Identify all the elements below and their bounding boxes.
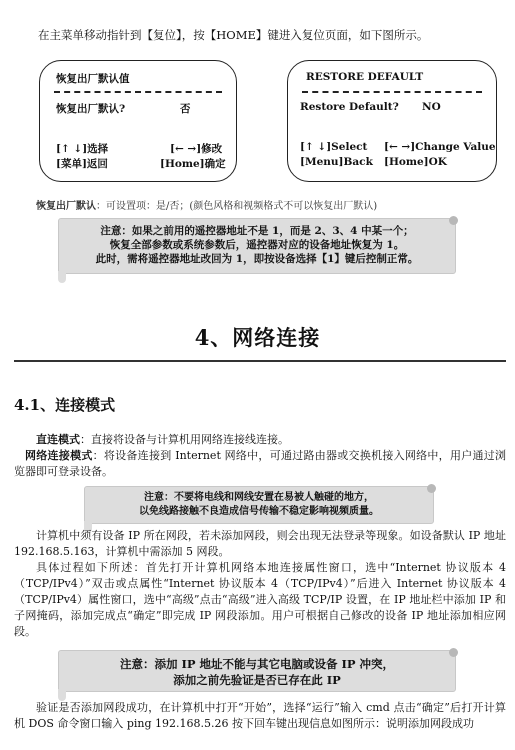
network-mode-line	[14, 448, 506, 480]
osd-hint-back: [菜单]返回	[56, 158, 108, 170]
note-curl-icon	[58, 271, 66, 283]
network-instructions	[14, 528, 506, 640]
paragraph-segment-required: 计算机中须有设备 IP 所在网段，若未添加网段，则会出现无法登录等现象。如设备默认 IP 地址 192.168.5.163，计算机中需添加 5 网段。	[14, 529, 506, 558]
osd-divider	[302, 91, 482, 93]
note-ip-conflict	[58, 650, 456, 692]
note-line: 恢复全部参数或系统参数后，遥控器对应的设备地址恢复为 1。	[109, 239, 405, 251]
osd-menu-chinese	[39, 60, 237, 182]
network-mode-label: 网络连接模式	[25, 449, 93, 462]
note-line: 以免线路接触不良造成信号传输不稳定影响视频质量。	[139, 506, 379, 517]
restore-description	[36, 197, 377, 212]
osd-hint-change: [← →]Change Value	[384, 141, 496, 153]
restore-label: 恢复出厂默认	[36, 201, 96, 212]
osd-hint-select: [↑ ↓]选择	[56, 143, 109, 155]
restore-text: ：可设置项：是/否；(颜色风格和视频格式不可以恢复出厂默认)	[96, 201, 378, 212]
osd-row-label: 恢复出厂默认?	[56, 103, 126, 115]
osd-hint-select: [↑ ↓]Select	[300, 141, 368, 153]
osd-hint-ok: [Home]确定	[160, 158, 226, 170]
section-title: 4、网络连接	[194, 325, 321, 350]
note-remote-address	[58, 218, 456, 274]
note-line: 此时，需将遥控器地址改回为 1，即按设备选择【1】键后控制正常。	[95, 253, 419, 265]
direct-mode-text: ：直接将设备与计算机用网络连接线连接。	[80, 433, 289, 446]
mode-description	[14, 432, 506, 480]
paragraph-add-segment-steps: 具体过程如下所述：首先打开计算机网络本地连接属性窗口，选中“Internet 协议版本 4（TCP/IPv4）”双击或点属性“Internet 协议版本 4（TCP/IPv4）”后进入 Internet 协议版本 4（TCP/IPv4）属性窗口，选中“高级”点击“高级”进入高级 TCP/IP 设置，在 IP 地址栏中添加 IP 和子网掩码，添加完成点“确定”即完成 IP 网段添加。用户可根据自己修改的设备 IP 地址添加相应网段。	[14, 561, 506, 638]
osd-hint-back: [Menu]Back	[300, 156, 373, 168]
osd-title: RESTORE DEFAULT	[306, 71, 424, 83]
osd-row-value: 否	[180, 103, 191, 115]
direct-mode-label: 直连模式	[36, 433, 80, 446]
section-rule	[14, 360, 506, 362]
subsection-title: 4.1、连接模式	[14, 396, 116, 414]
network-mode-text: ：将设备连接到 Internet 网络中，可通过路由器或交换机接入网络中，用户通过浏览器即可登录设备。	[14, 449, 507, 478]
osd-hint-ok: [Home]OK	[384, 156, 447, 168]
osd-menu-english	[287, 60, 497, 182]
note-line: 添加之前先验证是否已存在此 IP	[173, 673, 341, 687]
osd-title: 恢复出厂默认值	[56, 73, 130, 85]
note-line: 注意：如果之前用的遥控器地址不是 1，而是 2、3、4 中某一个；	[100, 225, 414, 237]
note-line: 注意：不要将电线和网线安置在易被人触碰的地方，	[144, 492, 374, 503]
osd-row-value: NO	[422, 101, 441, 113]
note-line: 注意：添加 IP 地址不能与其它电脑或设备 IP 冲突，	[119, 657, 395, 671]
paragraph-verify-ping: 验证是否添加网段成功，在计算机中打开“开始”，选择“运行”输入 cmd 点击“确定”后打开计算机 DOS 命令窗口输入 ping 192.168.5.26 按下回车键出现信息如图所示：说明添加网段成功	[14, 701, 506, 730]
osd-hint-modify: [← →]修改	[170, 143, 223, 155]
osd-divider	[54, 91, 222, 93]
ping-verification	[14, 700, 506, 732]
note-cable-placement	[84, 486, 434, 524]
osd-row-label: Restore Default?	[300, 101, 399, 113]
direct-mode-line	[14, 432, 506, 448]
intro-text: 在主菜单移动指针到【复位】，按【HOME】键进入复位页面，如下图所示。	[38, 28, 429, 42]
